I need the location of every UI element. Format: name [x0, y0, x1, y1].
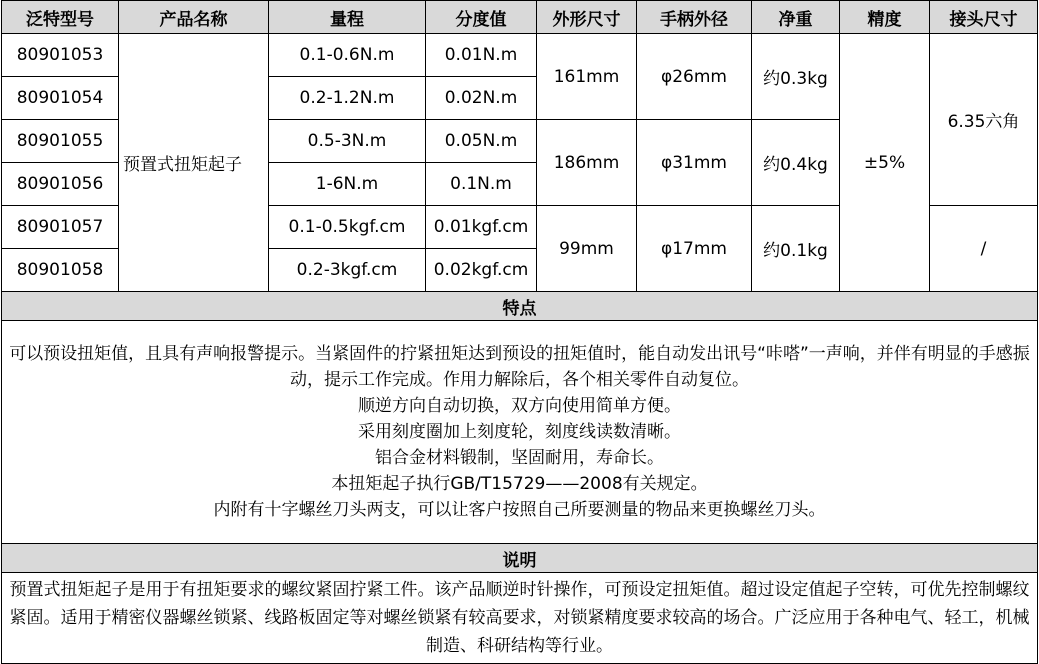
division-cell: 0.05N.m — [426, 120, 537, 163]
features-row — [2, 321, 1038, 544]
spec-table — [1, 0, 1038, 664]
handle-cell: φ17mm — [637, 206, 752, 292]
header-handle: 手柄外径 — [637, 1, 752, 34]
model-cell: 80901055 — [2, 120, 119, 163]
header-connector: 接头尺寸 — [930, 1, 1038, 34]
feature-line: 采用刻度圈加上刻度轮，刻度线读数清晰。 — [358, 422, 681, 442]
division-cell: 0.02kgf.cm — [426, 249, 537, 292]
features-title: 特点 — [2, 292, 1038, 321]
description-row — [2, 573, 1038, 664]
model-cell: 80901053 — [2, 34, 119, 77]
header-range: 量程 — [269, 1, 426, 34]
model-cell: 80901057 — [2, 206, 119, 249]
division-cell: 0.1N.m — [426, 163, 537, 206]
handle-cell: φ26mm — [637, 34, 752, 120]
range-cell: 1-6N.m — [269, 163, 426, 206]
connector-cell: / — [930, 206, 1038, 292]
handle-cell: φ31mm — [637, 120, 752, 206]
table-row — [2, 34, 1038, 77]
range-cell: 0.1-0.6N.m — [269, 34, 426, 77]
size-cell: 161mm — [537, 34, 637, 120]
description-text: 预置式扭矩起子是用于有扭矩要求的螺纹紧固拧紧工件。该产品顺逆时针操作，可预设定扭矩值。超过设定值起子空转，可优先控制螺纹紧固。适用于精密仪器螺丝锁紧、线路板固定等对螺丝锁紧有较高要求，对锁紧精度要求较高的场合。广泛应用于各种电气、轻工，机械制造、科研结构等行业。 — [2, 573, 1038, 664]
model-cell: 80901056 — [2, 163, 119, 206]
weight-cell: 约0.1kg — [752, 206, 840, 292]
header-row — [2, 1, 1038, 34]
weight-cell: 约0.4kg — [752, 120, 840, 206]
header-product-name: 产品名称 — [119, 1, 269, 34]
feature-line: 顺逆方向自动切换，双方向使用简单方便。 — [358, 396, 681, 416]
division-cell: 0.02N.m — [426, 77, 537, 120]
header-weight: 净重 — [752, 1, 840, 34]
feature-line: 本扭矩起子执行GB/T15729——2008有关规定。 — [331, 474, 708, 494]
description-title-row — [2, 544, 1038, 573]
header-size: 外形尺寸 — [537, 1, 637, 34]
size-cell: 186mm — [537, 120, 637, 206]
division-cell: 0.01N.m — [426, 34, 537, 77]
size-cell: 99mm — [537, 206, 637, 292]
features-cell — [2, 321, 1038, 544]
feature-line: 铝合金材料锻制，坚固耐用，寿命长。 — [375, 448, 664, 468]
weight-cell: 约0.3kg — [752, 34, 840, 120]
product-name-cell: 预置式扭矩起子 — [119, 34, 269, 292]
description-title: 说明 — [2, 544, 1038, 573]
range-cell: 0.2-3kgf.cm — [269, 249, 426, 292]
feature-line: 可以预设扭矩值，且具有声响报警提示。当紧固件的拧紧扭矩达到预设的扭矩值时，能自动发出讯号“咔嗒”一声响，并伴有明显的手感振动，提示工作完成。作用力解除后，各个相关零件自动复位。 — [9, 344, 1030, 390]
connector-cell: 6.35六角 — [930, 34, 1038, 206]
model-cell: 80901054 — [2, 77, 119, 120]
header-division: 分度值 — [426, 1, 537, 34]
model-cell: 80901058 — [2, 249, 119, 292]
range-cell: 0.1-0.5kgf.cm — [269, 206, 426, 249]
header-accuracy: 精度 — [840, 1, 930, 34]
range-cell: 0.5-3N.m — [269, 120, 426, 163]
accuracy-cell: ±5% — [840, 34, 930, 292]
feature-line: 内附有十字螺丝刀头两支，可以让客户按照自己所要测量的物品来更换螺丝刀头。 — [213, 500, 826, 520]
range-cell: 0.2-1.2N.m — [269, 77, 426, 120]
header-model: 泛特型号 — [2, 1, 119, 34]
division-cell: 0.01kgf.cm — [426, 206, 537, 249]
features-title-row — [2, 292, 1038, 321]
